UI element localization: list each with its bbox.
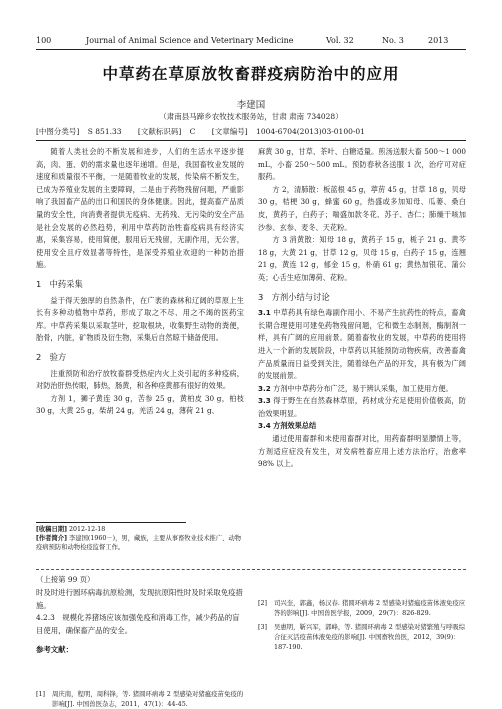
running-header (36, 36, 466, 45)
footnote-rule (36, 522, 186, 523)
article-title: 中草药在草原放牧畜群疫病防治中的应用 (102, 65, 400, 83)
year: 2013 (428, 36, 449, 45)
recv-date: 2012-12-18 (68, 526, 106, 533)
references-list (258, 598, 466, 652)
journal-name: Journal of Animal Science and Veterinary Medicine (86, 36, 294, 45)
bottom-left (36, 574, 244, 657)
author-bio-label: [作者简介] (36, 535, 67, 542)
section-2-paragraph-b: 方剂 1，狮子黄连 30 g，苦参 25 g，黄柏皮 30 g，柏枝 30 g，大黄 25 g，柴胡 24 g，羌活 24 g，薄荷 21 g、 (36, 393, 244, 416)
s34-num: 3.4 (258, 421, 271, 431)
section-1-paragraph: 益于得天独厚的自然条件，在广袤的森林和辽阔的草原上生长有多种动植物中草药，形成了取之不尽、用之不竭的医药宝库。中草药采集以采取茎叶，挖取根块，收集野生动物的粪便，胎骨，内脏，矿物质及衍生物，采集后自然晾干储备使用。 (36, 295, 244, 343)
ref-2-num: [2] (258, 599, 268, 607)
bottom-paragraph-2: 4.2.3 规模化养猪场应该加强免疫和消毒工作，减少药品的盲目使用，确保畜产品的安全。 (36, 613, 240, 636)
s33-num: 3.3 (258, 396, 271, 406)
art-value: 1004-6704(2013)03-0100-01 (256, 127, 365, 136)
s34-text: 通过使用畜群和未使用畜群对比，用药畜群明显膘情上等，方剂适应症没有发生，对发病牲畜应用上述方法治疗，治愈率 98% 以上。 (258, 434, 466, 469)
section-1-heading: 1 中药采集 (36, 278, 83, 289)
section-2-heading: 2 验方 (36, 351, 67, 362)
s33-text: 得于野生在自然森林草原，药材成分充足使用价值极高，防治效果明显。 (258, 396, 466, 418)
article-separator (36, 569, 466, 570)
s32-text: 方剂中中草药分布广泛，易于辨认采集，加工使用方便。 (273, 383, 453, 393)
section-2-paragraph-a: 注重预防和治疗放牧畜群受热症内火上炎引起的多种疫病，对防治肝热传眼，肺热，肠黄，和各种痉黄都有很好的效果。 (36, 368, 244, 391)
intro-paragraph: 随着人类社会的不断发展和进步，人们的生活水平逐步提高，肉、蛋、奶的需求量也逐年递增。但是，我国畜牧业发展的速度和质量很不平衡，一是随着牧业的发展，传染病不断发生，已成为养殖业发展的主要障碍，二是由于药物残留问题，严重影响了我国畜产品的出口和国民的身体健康。因此，提高畜产品质量的安全性，向消费者提供无疫病、无药残、无污染的安全产品是社会发展的必然趋势，利用中草药防治牲畜疫病具有经济实惠，采集容易，使用简便，服用后无残留，无副作用，无公害，使用安全且疗效显著等特性，是深受养殖业欢迎的一种防治措施。 (36, 147, 244, 270)
art-label: [文章编号] (211, 127, 248, 136)
page-number: 100 (36, 36, 52, 45)
prescription-3: 方 3 消黄散：知母 18 g，黄药子 15 g，栀子 21 g、黄芩 18 g，大黄 21 g，甘草 12 g，贝母 15 g，白药子 15 g，连翘 21 g，黄连 12 g，郁金 15 g，朴硝 61 g；黄热加银花、蒲公英；心舌生疮加薄荷、花粉。 (258, 235, 466, 282)
header-rule (36, 49, 466, 50)
s32-num: 3.2 (258, 383, 271, 393)
cls-value: S 851.33 (87, 127, 122, 136)
ref-1-num: [1] (36, 690, 46, 698)
author-name: 李建国 (236, 100, 266, 111)
affiliation: （肃南县马蹄乡农牧技术服务站，甘肃 肃南 734028） (159, 112, 343, 121)
reference-1 (36, 689, 244, 709)
author-bio: 李建国(1960－)，男，藏族，主要从事畜牧业技术推广、动物疫病预防和动物检疫监督工作。 (36, 535, 242, 551)
cls-label: [中图分类号] (36, 127, 80, 136)
issue: No. 3 (382, 36, 404, 45)
prescription-2: 方 2，清肺散：板蓝根 45 g，葶苈 45 g，甘草 18 g，贝母 30 g，桔梗 30 g，蜂蜜 60 g，热盛或多加知母、瓜蒌、桑白皮，黄药子，白药子；喘盛加款冬花、苏子、杏仁；肺燥干咳加沙参、玄参、麦冬、天花粉。 (258, 184, 466, 232)
s31-text: 中草药具有绿色毒副作用小、不易产生抗药性的特点，畜禽长期合理使用可建免药物残留问题，它和微生态制剂，酶制剂一样，具有广阔的应用前景。随着畜牧业的发展，中草药的使用将进入一个新的发展阶段，中草药以其能预防动物疾病，改善畜禽产品质量而日益受到关注，随着绿色产品的开发，具有极为广阔的发展前景。 (258, 308, 466, 381)
right-column (258, 146, 466, 471)
ref-3-num: [3] (258, 623, 268, 631)
article-meta (36, 126, 466, 137)
doc-value: C (189, 127, 196, 136)
ref-1-text: 周庆南，程明，周科锋，等. 猪圆环病毒 2 型感染对猪瘟疫苗免疫的影响[J]. 中国兽医杂志，2011，47(1)：44-45. (52, 690, 244, 708)
s31-num: 3.1 (258, 308, 271, 318)
recv-label: [收稿日期] (36, 526, 67, 533)
section-3-heading: 3 方剂小结与讨论 (258, 291, 330, 302)
meta-rule (36, 140, 466, 141)
doc-label: [文献标识码] (137, 127, 182, 136)
references-heading: 参考文献： (36, 644, 73, 654)
s34-title: 方剂效果总结 (273, 421, 317, 431)
continued-note: （上接第 99 页） (36, 575, 95, 584)
volume: Vol. 32 (326, 36, 354, 45)
ref-3-text: 吴惠明，靳兴军，郭峰，等. 猪圆环病毒 2 型感染对猪繁殖与呼吸综合征灭活疫苗体液免疫的影响[J]. 中国畜牧兽医，2012，39(9)：187-190. (274, 623, 466, 651)
left-column (36, 146, 244, 418)
bottom-paragraph-1: 时及时进行圆环病毒抗原检测，发现抗原阳性时及时采取免疫措施。 (36, 587, 243, 610)
prescription-1-cont: 麻黄 30 g，甘草、茶叶、白糖适量。煎汤送服大畜 500～1 000 mL，小畜 250～500 mL。预防春秋各送服 1 次，治疗可对症服药。 (258, 147, 466, 182)
ref-2-text: 司兴奎，郭鑫，杨汉春. 猪圆环病毒 2 型感染对猪瘟疫苗体液免疫应答的影响[J]. 中国兽医学报，2009，29(7)：826-829. (274, 599, 466, 617)
footnote (36, 525, 244, 552)
